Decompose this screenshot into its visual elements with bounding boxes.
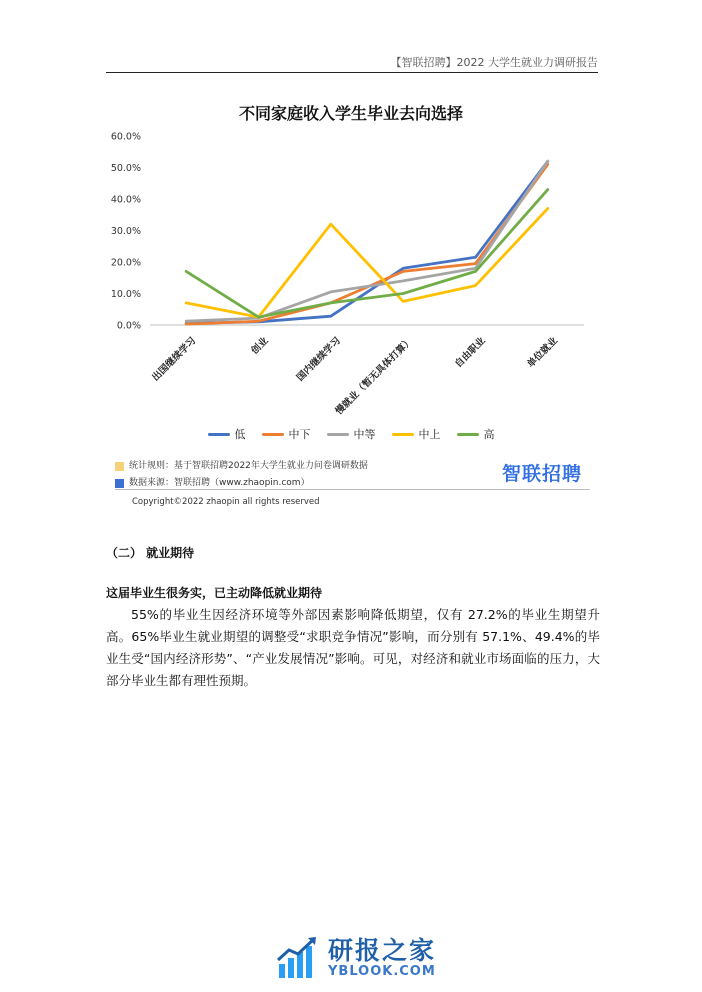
- x-tick-label: 国内继续学习: [294, 335, 343, 384]
- legend-label: 低: [234, 428, 246, 441]
- stat-rule-text: 统计规则：基于智联招聘2022年大学生就业力问卷调研数据: [129, 461, 368, 471]
- legend-swatch: [392, 433, 414, 436]
- y-tick-label: 0.0%: [116, 320, 141, 332]
- stat-rule-swatch: [115, 462, 124, 471]
- series-line-中上: [186, 208, 548, 317]
- section-subtitle: 这届毕业生很务实，已主动降低就业期待: [106, 586, 323, 600]
- legend-item: [392, 426, 441, 442]
- brand-logo: 智联招聘: [502, 463, 583, 485]
- x-tick-label: 出国继续学习: [150, 335, 199, 384]
- legend-swatch: [208, 433, 230, 436]
- y-tick-label: 50.0%: [110, 163, 141, 174]
- watermark-en: YBLOOK.COM: [328, 963, 436, 979]
- report-header: 【智联招聘】2022 大学生就业力调研报告: [390, 56, 598, 69]
- series-line-高: [186, 190, 548, 318]
- legend-label: 高: [483, 428, 495, 441]
- x-tick-label: 单位就业: [525, 335, 560, 371]
- legend-item: [457, 426, 495, 442]
- body-paragraph: 55%的毕业生因经济环境等外部因素影响降低期望，仅有 27.2%的毕业生期望升高。65%毕业生就业期望的调整受“求职竞争情况”影响，而分别有 57.1%、49.4%的毕业生受“国内经济形势”、“产业发展情况”影响。可见，对经济和就业市场面临的压力，大部分毕业生都有理性预期。: [106, 607, 600, 688]
- legend-swatch: [457, 433, 479, 436]
- chart-legend: [0, 426, 702, 442]
- legend-swatch: [262, 433, 284, 436]
- copyright-text: Copyright©2022 zhaopin all rights reserved: [132, 497, 320, 507]
- legend-item: [208, 426, 246, 442]
- watermark-text: [328, 935, 437, 979]
- section-title: （二） 就业期待: [106, 546, 195, 560]
- y-tick-label: 30.0%: [110, 226, 141, 237]
- source-divider: [115, 489, 590, 490]
- legend-swatch: [327, 433, 349, 436]
- legend-label: 中上: [418, 428, 441, 441]
- y-tick-label: 40.0%: [110, 194, 141, 206]
- data-source-text: 数据来源：智联招聘（www.zhaopin.com）: [129, 478, 310, 488]
- legend-label: 中等: [353, 428, 376, 441]
- y-tick-label: 60.0%: [110, 131, 141, 143]
- watermark-cn: 研报之家: [328, 935, 437, 965]
- legend-label: 中下: [288, 428, 311, 441]
- legend-item: [327, 426, 376, 442]
- x-tick-label: 创业: [249, 335, 271, 357]
- bar-chart-logo-icon: [276, 936, 320, 980]
- line-chart: [106, 122, 596, 422]
- x-tick-label: 自由职业: [452, 335, 488, 371]
- source-box: [115, 458, 368, 492]
- legend-item: [262, 426, 311, 442]
- data-source-swatch: [115, 479, 124, 488]
- y-tick-label: 20.0%: [110, 257, 141, 269]
- header-divider: [106, 72, 598, 73]
- series-line-中下: [186, 164, 548, 324]
- stat-rule-row: [115, 458, 368, 475]
- y-tick-label: 10.0%: [110, 289, 141, 300]
- watermark: [276, 936, 436, 980]
- x-tick-label: 慢就业（暂无具体打算）: [333, 335, 416, 418]
- chart-title: 不同家庭收入学生毕业去向选择: [238, 104, 463, 123]
